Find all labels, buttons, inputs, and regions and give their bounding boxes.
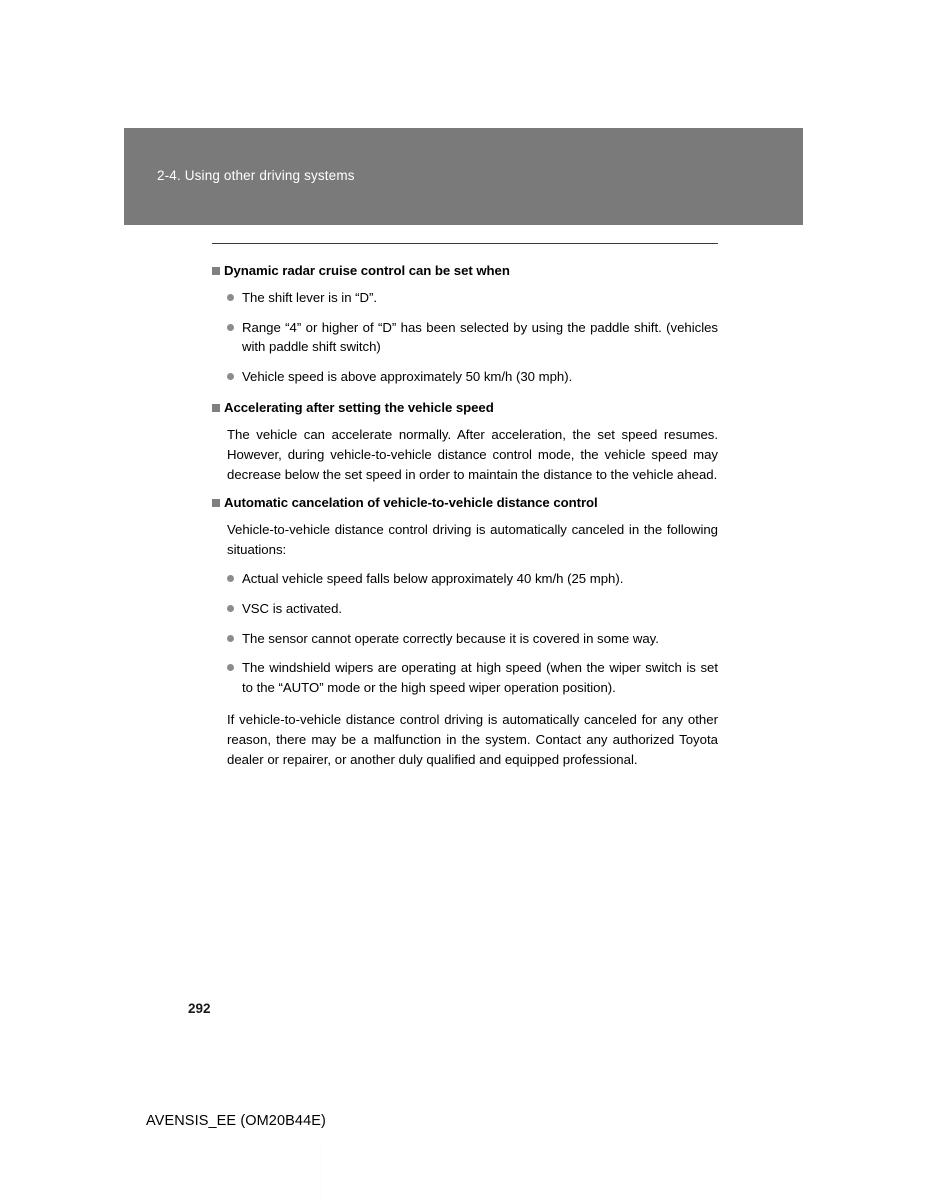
- round-bullet-icon: [227, 294, 234, 301]
- section-heading-automatic-cancelation: [212, 494, 718, 512]
- list-item-text: The windshield wipers are operating at high speed (when the wiper switch is set to the “AUTO” mode or the high speed wiper operation position).: [242, 660, 718, 696]
- section-heading-label: Accelerating after setting the vehicle speed: [224, 400, 494, 415]
- list-item-text: Vehicle speed is above approximately 50 km/h (30 mph).: [242, 369, 573, 385]
- round-bullet-icon: [227, 664, 234, 671]
- list-item: [227, 629, 718, 649]
- document-footer-code: AVENSIS_EE (OM20B44E): [146, 1113, 326, 1129]
- round-bullet-icon: [227, 373, 234, 380]
- round-bullet-icon: [227, 324, 234, 331]
- section-intro-paragraph: Vehicle-to-vehicle distance control driving is automatically canceled in the following situations:: [227, 521, 718, 557]
- page-edge-artifact: [320, 1146, 322, 1200]
- round-bullet-icon: [227, 605, 234, 612]
- list-item-text: The shift lever is in “D”.: [242, 289, 378, 305]
- square-bullet-icon: [212, 499, 220, 507]
- section-heading-accelerating: [212, 399, 718, 417]
- bullet-list-cancelation-conditions: [212, 569, 718, 698]
- page-header-band: [124, 128, 803, 225]
- round-bullet-icon: [227, 575, 234, 582]
- list-item: [227, 658, 718, 698]
- page-content: [212, 243, 718, 770]
- section-heading-dynamic-radar-cruise: [212, 262, 718, 280]
- content-top-divider: [212, 243, 718, 244]
- section-heading-label: Automatic cancelation of vehicle-to-vehicle distance control: [224, 495, 598, 510]
- list-item-text: The sensor cannot operate correctly because it is covered in some way.: [242, 630, 659, 646]
- list-item: [227, 599, 718, 619]
- list-item-text: VSC is activated.: [242, 600, 343, 616]
- list-item: [227, 318, 718, 358]
- list-item: [227, 367, 718, 387]
- list-item: [227, 288, 718, 308]
- section-body-paragraph: The vehicle can accelerate normally. After acceleration, the set speed resumes. However, during vehicle-to-vehicle distance control mode, the vehicle speed may decrease below the set speed in order to maintain the distance to the vehicle ahead.: [227, 426, 718, 482]
- list-item-text: Range “4” or higher of “D” has been selected by using the paddle shift. (vehicles with paddle shift switch): [242, 319, 718, 355]
- section-closing-paragraph: If vehicle-to-vehicle distance control driving is automatically canceled for any other reason, there may be a malfunction in the system. Contact any authorized Toyota dealer or repairer, or another duly qualified and equipped professional.: [227, 711, 718, 768]
- page-number: 292: [188, 1001, 211, 1016]
- square-bullet-icon: [212, 267, 220, 275]
- list-item: [227, 569, 718, 589]
- list-item-text: Actual vehicle speed falls below approximately 40 km/h (25 mph).: [242, 570, 624, 586]
- round-bullet-icon: [227, 635, 234, 642]
- bullet-list-set-conditions: [212, 288, 718, 387]
- section-breadcrumb: 2-4. Using other driving systems: [157, 168, 355, 183]
- section-heading-label: Dynamic radar cruise control can be set when: [224, 263, 510, 278]
- square-bullet-icon: [212, 404, 220, 412]
